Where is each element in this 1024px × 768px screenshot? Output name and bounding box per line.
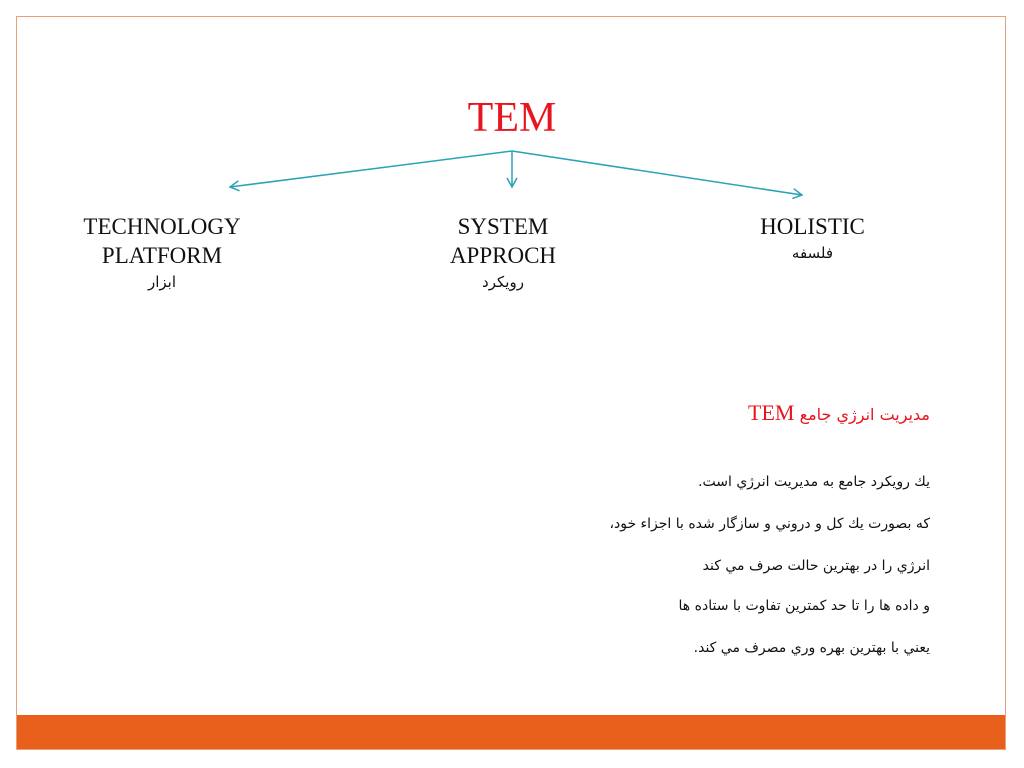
definition-line-1: يك رويكرد جامع به مديريت انرژي است. <box>698 474 930 490</box>
accent-bar <box>17 715 1005 749</box>
definition-line-2: كه بصورت يك كل و دروني و سازگار شده با اجزاء خود، <box>609 516 930 532</box>
column-title-line1: TECHNOLOGY <box>83 214 241 239</box>
column-title-line2: PLATFORM <box>101 243 223 268</box>
column-persian-label: فلسفه <box>791 244 834 262</box>
definition-heading <box>748 398 930 430</box>
arrow-left <box>230 151 512 187</box>
column-title-line2: APPROCH <box>449 243 557 268</box>
column-holistic <box>730 212 895 265</box>
definition-line-3: انرژي را در بهترين حالت صرف مي كند <box>702 558 930 574</box>
column-title-line1: HOLISTIC <box>760 214 865 239</box>
definition-line-4: و داده ها را تا حد كمترين تفاوت با ستاده ها <box>678 598 930 614</box>
heading-persian: مديريت انرژي جامع <box>799 405 930 424</box>
arrow-right <box>512 151 802 195</box>
column-persian-label: رويكرد <box>482 273 524 291</box>
column-system-approach <box>413 212 593 294</box>
slide-title: TEM <box>467 95 557 141</box>
definition-line-5: يعني با بهترين بهره وري مصرف مي كند. <box>693 640 930 656</box>
column-title-line1: SYSTEM <box>457 214 549 239</box>
heading-tem: TEM <box>748 400 795 425</box>
column-persian-label: ابزار <box>147 273 177 291</box>
column-technology-platform <box>62 212 262 294</box>
